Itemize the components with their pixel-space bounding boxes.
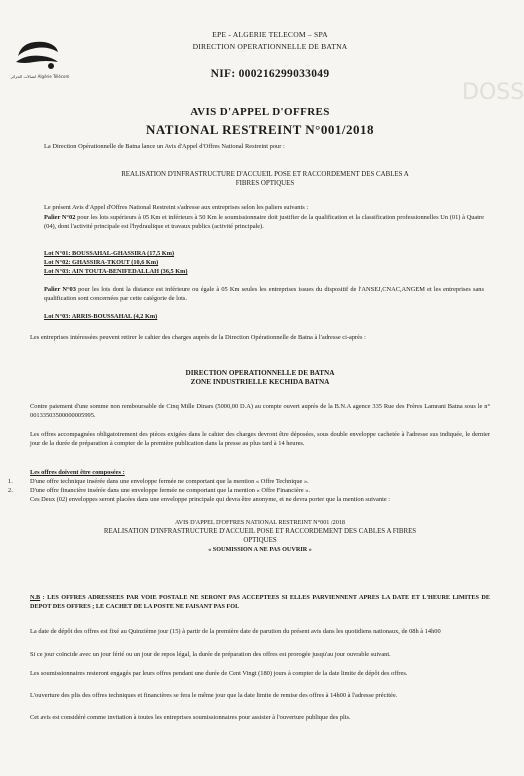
lot-item: Lot N°03: AIN TOUTA-BENIFEDALLAH (36,5 Km) bbox=[44, 268, 188, 275]
bleed-through-artifact: DOSS bbox=[462, 80, 524, 105]
invitation-text: Cet avis est considéré comme invitation à toutes les entreprises soumissionnaires pour assister à l'ouverture publique des plis. bbox=[30, 714, 351, 721]
ouverture-text: L'ouverture des plis des offres techniques et financières se fera le même jour que la date limite de remise des offres à 14h00 à l'adresse précitée. bbox=[30, 692, 398, 699]
nif-number: NIF: 000216299033049 bbox=[210, 68, 330, 80]
depot-text: Les offres accompagnées obligatoirement des pièces exigées dans le cahier des charges devront être déposées, sous double enveloppe cachetée à l'adresse sus indiquée, le dernier jour de la durée de préparation à compter de la première publication dans la presse au plus tard à 14 heures. bbox=[30, 431, 490, 447]
list-number: 1. bbox=[8, 478, 13, 485]
address-block bbox=[60, 369, 460, 387]
nb-note bbox=[30, 594, 490, 611]
date-depot-text: La date de dépôt des offres est fixé au Quinzième jour (15) à partir de la première date de parution du présent avis dans les quotidiens nationaux, de 08h à 14h00 bbox=[30, 628, 441, 635]
palier-2-block bbox=[44, 214, 484, 231]
lot-item: Lot N°02: GHASSIRA-TKOUT (10,6 Km) bbox=[44, 259, 159, 266]
envelope-mention bbox=[30, 518, 490, 554]
palier-3-label: Palier N°03 bbox=[44, 286, 76, 293]
nb-label: N.B bbox=[30, 594, 41, 601]
project-title-line2: FIBRES OPTIQUES bbox=[235, 180, 295, 187]
project-title bbox=[40, 170, 490, 188]
algerie-telecom-logo-icon bbox=[14, 36, 60, 72]
mention-line4: « SOUMISSION A NE PAS OUVRIR » bbox=[208, 546, 312, 553]
notice-title: AVIS D'APPEL D'OFFRES bbox=[190, 106, 330, 118]
retrait-text: Les entreprises intéressées peuvent retirer le cahier des charges auprès de la Direction Opérationnelle de Batna à l'adresse ci-après : bbox=[30, 334, 366, 341]
address-line1: DIRECTION OPERATIONNELLE DE BATNA bbox=[185, 369, 335, 377]
company-name: EPE - ALGERIE TELECOM – SPA bbox=[212, 30, 328, 39]
intro-text: La Direction Opérationnelle de Batna lance un Avis d'Appel d'Offres National Restreint pour : bbox=[44, 143, 285, 150]
mention-line3: OPTIQUES bbox=[243, 537, 277, 544]
date-note-text: Si ce jour coïncide avec un jour férié ou un jour de repos légal, la durée de préparation des offres est prorogée jusqu'au jour ouvrable suivant. bbox=[30, 651, 391, 658]
project-title-line1: REALISATION D'INFRASTRUCTURE D'ACCUEIL POSE ET RACCORDEMENT DES CABLES A bbox=[121, 171, 409, 178]
palier-2-text: pour les lots supérieurs à 05 Km et inférieurs à 50 Km le soumissionnaire doit justifier de la qualification et la classification professionnelles Un (01) à Quatre (04), dont l'activité principale est l'hydraulique et travaux publics (activité principale). bbox=[44, 214, 484, 230]
notice-subtitle: NATIONAL RESTREINT N°001/2018 bbox=[146, 122, 374, 137]
composition-closing: Ces Deux (02) enveloppes seront placées dans une enveloppe principale qui devra être anonyme, et ne devra porter que la mention suivante : bbox=[30, 496, 391, 503]
palier-2-label: Palier N°02 bbox=[44, 214, 76, 221]
nb-text: : LES OFFRES ADRESSEES PAR VOIE POSTALE NE SERONT PAS ACCEPTEES SI ELLES PARVIENNENT APRES LA DATE ET L'HEURE LIMITES DE DEPOT DES OFFRES ; LE CACHET DE LA POSTE NE FAISANT PAS FOI. bbox=[30, 594, 490, 610]
list-item: D'une offre technique insérée dans une enveloppe fermée ne comportant que la mention « Offre Technique ». bbox=[30, 478, 309, 485]
payment-text: Contre paiement d'une somme non remboursable de Cinq Mille Dinars (5000,00 D.A) au compte ouvert auprès de la B.N.A agence 335 Rue des Frères Lamrani Batna sous le n° 00133503500000005995. bbox=[30, 403, 490, 419]
palier-3-block bbox=[44, 286, 484, 303]
engagement-text: Les soumissionnaires resteront engagés par leurs offres pendant une durée de Cent Vingt (180) jours à compter de la date limite de dépôt des offres. bbox=[30, 670, 408, 677]
list-item: D'une offre financière insérée dans une enveloppe fermée ne comportant que la mention « Offre Financière ». bbox=[30, 487, 311, 494]
direction-name: DIRECTION OPERATIONNELLE DE BATNA bbox=[192, 42, 348, 51]
mention-line2: REALISATION D'INFRASTRUCTURE D'ACCUEIL POSE ET RACCORDEMENT DES CABLES A FIBRES bbox=[103, 528, 417, 535]
palier-3-text: pour les lots dont la distance est inférieure ou égale à 05 Km seules les entreprises issues du dispositif de l'ANSEJ,CNAC,ANGEM et les entreprises sans qualification sont concernées par cette catégorie de lots. bbox=[44, 286, 484, 302]
address-line2: ZONE INDUSTRIELLE KECHIDA BATNA bbox=[190, 378, 330, 386]
lot-item: Lot N°03: ARRIS-BOUSSAHAL (4,2 Km) bbox=[44, 313, 158, 320]
mention-line1: AVIS D'APPEL D'OFFRES NATIONAL RESTREINT N°001 /2018 bbox=[174, 519, 346, 526]
composition-heading: Les offres doivent être composées : bbox=[30, 469, 125, 476]
paliers-intro: Le présent Avis d'Appel d'Offres National Restreint s'adresse aux entreprises selon les paliers suivants : bbox=[44, 204, 309, 211]
lot-item: Lot N°01: BOUSSAHAL-GHASSIRA (17,5 Km) bbox=[44, 250, 175, 257]
logo-caption: اتصالات الجزائر Algérie Télécom bbox=[10, 74, 70, 79]
list-number: 2. bbox=[8, 487, 13, 494]
